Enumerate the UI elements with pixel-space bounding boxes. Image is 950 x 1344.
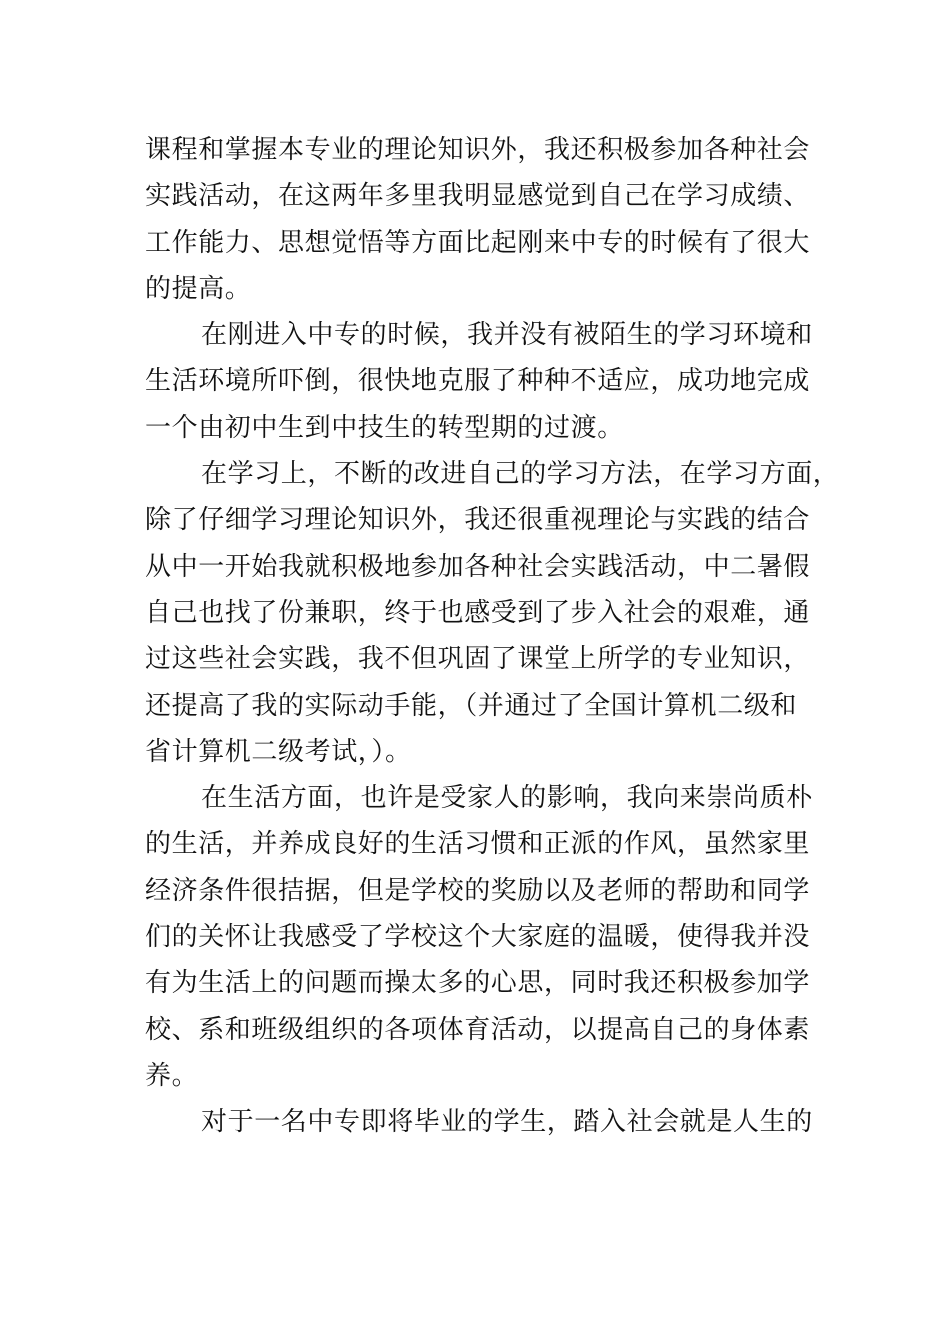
text-line: 养。 [145, 1060, 199, 1091]
text-line: 还提高了我的实际动手能，（并通过了全国计算机二级和 [145, 690, 798, 721]
paragraph-first-line: 对于一名中专即将毕业的学生，踏入社会就是人生的 [201, 1107, 813, 1138]
text-line: 省计算机二级考试，）。 [145, 736, 412, 767]
paragraph-first-line: 在刚进入中专的时候，我并没有被陌生的学习环境和 [201, 320, 813, 351]
text-line: 工作能力、思想觉悟等方面比起刚来中专的时候有了很大 [145, 227, 811, 258]
text-line: 的生活，并养成良好的生活习惯和正派的作风，虽然家里 [145, 829, 811, 860]
paragraph-first-line: 在生活方面，也许是受家人的影响，我向来崇尚质朴 [201, 783, 813, 814]
text-line: 经济条件很拮据，但是学校的奖励以及老师的帮助和同学 [145, 875, 811, 906]
paragraph-first-line: 在学习上，不断的改进自己的学习方法，在学习方面， [201, 459, 840, 490]
text-line: 有为生活上的问题而操太多的心思，同时我还积极参加学 [145, 968, 811, 999]
text-line: 过这些社会实践，我不但巩固了课堂上所学的专业知识， [145, 644, 811, 675]
text-line: 一个由初中生到中技生的转型期的过渡。 [145, 412, 624, 443]
text-line: 自己也找了份兼职，终于也感受到了步入社会的艰难，通 [145, 597, 811, 628]
text-line: 课程和掌握本专业的理论知识外，我还积极参加各种社会 [145, 135, 811, 165]
text-line: 除了仔细学习理论知识外，我还很重视理论与实践的结合 [145, 505, 811, 536]
text-line: 生活环境所吓倒，很快地克服了种种不适应，成功地完成 [145, 366, 811, 397]
text-line: 校、系和班级组织的各项体育活动，以提高自己的身体素 [145, 1014, 811, 1045]
text-line: 们的关怀让我感受了学校这个大家庭的温暖，使得我并没 [145, 922, 811, 953]
text-line: 从中一开始我就积极地参加各种社会实践活动，中二暑假 [145, 551, 811, 582]
text-line: 的提高。 [145, 273, 252, 304]
document-body [145, 127, 840, 1146]
text-line: 实践活动，在这两年多里我明显感觉到自己在学习成绩、 [145, 181, 811, 212]
